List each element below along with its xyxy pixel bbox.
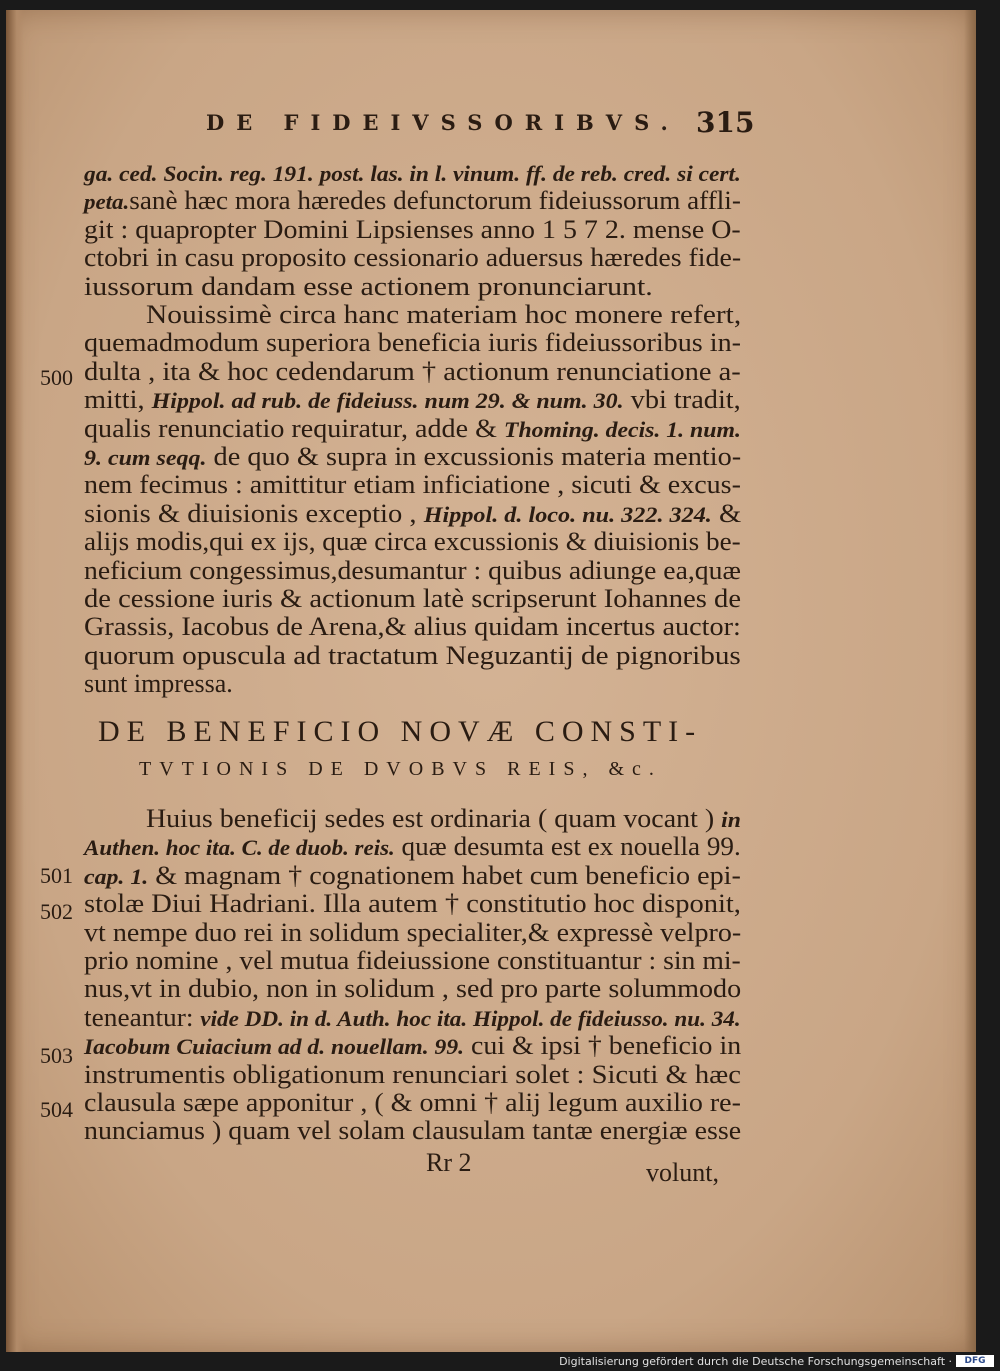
text-run: instrumentis obligationum renunciari solet : Sicuti & hæc (84, 1059, 741, 1089)
text-line (84, 385, 741, 415)
italic-citation: Iacobum Cuiacium ad d. nouellam. 99. (84, 1034, 465, 1060)
italic-citation: ga. ced. Socin. reg. 191. post. las. in l. vinum. ff. de reb. cred. si cert. (84, 161, 741, 186)
text-line (84, 612, 741, 642)
running-head (6, 106, 966, 150)
text-run: dulta , ita & hoc cedendarum † actionum renunciatione a- (84, 356, 741, 386)
text-line (84, 1003, 741, 1033)
text-line (84, 641, 741, 671)
text-run: Grassis, Iacobus de Arena,& alius quidam incertus auctor: (84, 612, 741, 642)
text-line (84, 414, 741, 444)
text-run: git : quapropter Domini Lipsienses anno 1 5 7 2. mense O- (84, 214, 741, 244)
italic-citation: peta. (84, 189, 130, 215)
signature-mark: Rr 2 (426, 1148, 472, 1177)
text-line (84, 499, 741, 529)
text-run: alijs modis,qui ex ijs, quæ circa excussionis & diuisionis be- (84, 527, 741, 557)
text-line (84, 974, 741, 1004)
italic-citation: vide DD. in d. Auth. hoc ita. Hippol. de fideiusso. nu. 34. (200, 1005, 741, 1031)
page-number: 315 (696, 106, 755, 139)
text-run: de quo & supra in excussionis materia mentio- (206, 442, 742, 471)
text-line (84, 470, 741, 500)
footer-credit: Digitalisierung gefördert durch die Deutsche Forschungsgemeinschaft · (559, 1355, 952, 1368)
italic-citation: Hippol. ad rub. de fideiuss. num 29. & num. 30. (151, 388, 624, 414)
text-run: qualis renunciatio requiratur, adde & (84, 413, 504, 443)
italic-citation: cap. 1. (84, 863, 149, 889)
text-run: iussorum dandam esse actionem pronunciarunt. (84, 271, 653, 301)
text-line (84, 527, 741, 557)
text-line (84, 1060, 741, 1090)
text-run: stolæ Diui Hadriani. Illa autem † constitutio hoc disponit, (84, 889, 741, 919)
page-spine-shadow (6, 10, 24, 1352)
text-run: clausula sæpe apponitur , ( & omni † alij legum auxilio re- (84, 1088, 741, 1117)
italic-citation: Authen. hoc ita. C. de duob. reis. (84, 835, 395, 861)
text-line (84, 1031, 741, 1061)
catchword: volunt, (646, 1158, 719, 1187)
text-run: prio nomine , vel mutua fideiussione constituantur : sin mi- (84, 946, 741, 975)
margin-number-501: 501 (40, 863, 73, 888)
margin-number-503: 503 (40, 1043, 73, 1068)
text-line (84, 328, 741, 358)
text-run: vt nempe duo rei in solidum specialiter,& expressè velpro- (84, 917, 742, 947)
italic-citation: Thoming. decis. 1. num. (503, 416, 741, 442)
text-line (146, 804, 741, 834)
text-line (146, 300, 741, 330)
text-run: neficium congessimus,desumantur : quibus adiunge ea,quæ (84, 555, 741, 585)
text-run: quæ desumta est ex nouella 99. (394, 832, 741, 862)
book-page (6, 10, 976, 1352)
italic-citation: 9. cum seqq. (84, 445, 207, 470)
text-run: Huius beneficij sedes est ordinaria ( quam vocant ) (146, 804, 722, 833)
text-run: & (711, 498, 742, 528)
text-line (84, 442, 741, 472)
text-line (84, 946, 741, 976)
text-line (84, 669, 233, 699)
text-line (84, 357, 741, 387)
text-run: sunt impressa. (84, 669, 233, 699)
page-edge-shadow (964, 10, 976, 1352)
text-line (84, 1088, 741, 1118)
text-line (84, 832, 741, 862)
text-line (84, 556, 741, 586)
text-run: nunciamus ) quam vel solam clausulam tantæ energiæ esse (84, 1116, 742, 1146)
margin-number-504: 504 (40, 1097, 73, 1122)
text-run: nem fecimus : amittitur etiam inficiatione , sicuti & excus- (84, 470, 741, 500)
section-heading-line-1: DE BENEFICIO NOVÆ CONSTI- (98, 715, 703, 748)
text-run: teneantur: (84, 1002, 201, 1032)
text-line (84, 215, 741, 245)
section-heading-line-2: TVTIONIS DE DVOBVS REIS, &c. (139, 758, 662, 780)
margin-number-502: 502 (40, 899, 73, 924)
italic-citation: Hippol. d. loco. nu. 322. 324. (423, 501, 712, 527)
text-run: & magnam † cognationem habet cum beneficio epi- (148, 860, 741, 890)
footer-bar (0, 1352, 1000, 1371)
running-head-title: DE FIDEIVSSORIBVS. (206, 110, 680, 135)
text-run: sanè hæc mora hæredes defunctorum fideiussorum affli- (129, 186, 741, 216)
text-line (84, 918, 741, 948)
text-line (84, 584, 741, 614)
text-run: cui & ipsi † beneficio in (464, 1031, 742, 1061)
dfg-logo: DFG (956, 1355, 994, 1367)
text-run: nus,vt in dubio, non in solidum , sed pro parte solummodo (84, 974, 742, 1004)
text-run: sionis & diuisionis exceptio , (84, 498, 424, 528)
text-line (84, 1116, 741, 1146)
italic-citation: in (721, 807, 741, 832)
text-run: quemadmodum superiora beneficia iuris fideiussoribus in- (84, 328, 742, 358)
text-line (84, 272, 653, 302)
text-run: ctobri in casu proposito cessionario aduersus hæredes fide- (84, 243, 742, 273)
text-run: vbi tradit, (623, 385, 741, 415)
text-run: quorum opuscula ad tractatum Neguzantij de pignoribus (84, 640, 741, 670)
text-run: mitti, (84, 385, 152, 415)
text-run: Nouissimè circa hanc materiam hoc monere refert, (146, 300, 742, 329)
text-run: de cessione iuris & actionum latè scripserunt Iohannes de (84, 584, 742, 613)
text-line (84, 861, 741, 891)
text-line (84, 243, 741, 273)
text-line (84, 158, 741, 188)
text-line (84, 186, 741, 216)
margin-number-500: 500 (40, 365, 73, 390)
text-line (84, 889, 741, 919)
